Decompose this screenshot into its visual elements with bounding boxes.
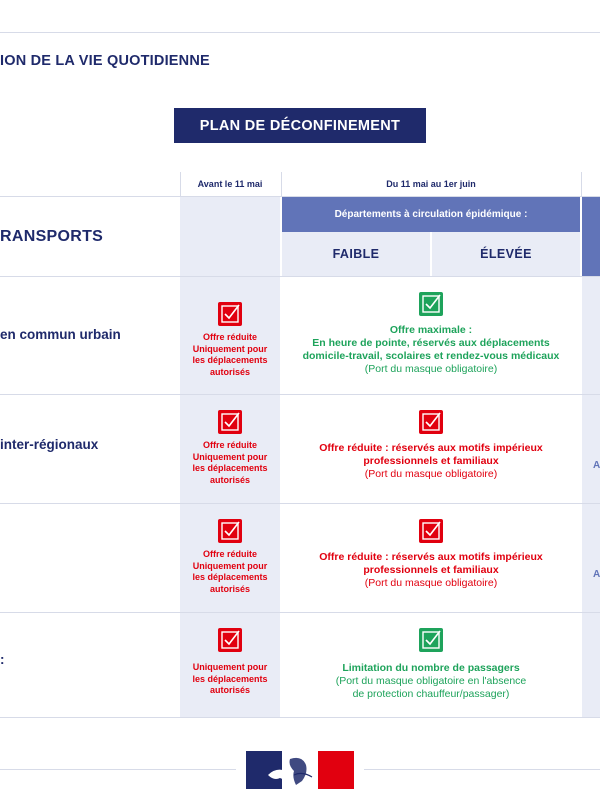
cell-text-line: les déplacements xyxy=(192,463,268,474)
red-check-icon xyxy=(218,628,242,652)
cell-note: (Port du masque obligatoire) xyxy=(364,363,498,375)
cell-main-row-2 xyxy=(282,410,580,481)
cell-text-line: autorisés xyxy=(209,685,250,696)
cell-text-line: Uniquement pour xyxy=(192,451,268,462)
right-column-background xyxy=(582,277,600,717)
cell-text-line: professionnels et familiaux xyxy=(363,455,499,467)
right-column-text: A xyxy=(593,460,600,471)
page-title: ION DE LA VIE QUOTIDIENNE xyxy=(0,53,210,69)
faible-header: FAIBLE xyxy=(282,232,430,276)
right-column-banner xyxy=(582,197,600,276)
cell-before-row-3 xyxy=(180,519,280,595)
department-banner: Départements à circulation épidémique : xyxy=(282,197,580,232)
cell-text-line: professionnels et familiaux xyxy=(363,564,499,576)
red-check-icon xyxy=(218,302,242,326)
cell-note: de protection chauffeur/passager) xyxy=(352,688,510,700)
row-label-urban-transit: en commun urbain xyxy=(0,327,121,342)
header-divider xyxy=(281,172,282,196)
cell-text-line: Offre réduite xyxy=(202,332,257,342)
footer-rule xyxy=(0,769,236,770)
footer-rule xyxy=(364,769,600,770)
section-title: RANSPORTS xyxy=(0,228,104,245)
cell-note: (Port du masque obligatoire en l'absence xyxy=(335,675,527,687)
cell-text-line: domicile-travail, scolaires et rendez-vous médicaux xyxy=(302,350,560,362)
red-check-icon xyxy=(419,519,443,543)
cell-note: (Port du masque obligatoire) xyxy=(364,577,498,589)
green-check-icon xyxy=(419,292,443,316)
cell-text-line: Uniquement pour xyxy=(192,662,268,672)
cell-before-row-2 xyxy=(180,410,280,486)
plan-badge: PLAN DE DÉCONFINEMENT xyxy=(174,108,426,143)
republique-francaise-logo xyxy=(246,751,354,789)
cell-text-line: autorisés xyxy=(209,583,250,594)
cell-text-line: Offre réduite xyxy=(202,440,257,450)
cell-before-row-1 xyxy=(180,302,280,378)
cell-text-line: Offre réduite : réservés aux motifs impérieux xyxy=(319,442,543,454)
red-check-icon xyxy=(218,410,242,434)
cell-text-line: Uniquement pour xyxy=(192,343,268,354)
cell-text-line: Offre réduite : réservés aux motifs impérieux xyxy=(319,551,543,563)
right-column-text: A xyxy=(593,569,600,580)
row-label-row-4: : xyxy=(0,652,5,667)
cell-note: (Port du masque obligatoire) xyxy=(364,468,498,480)
elevee-header: ÉLEVÉE xyxy=(432,232,580,276)
row-divider xyxy=(0,276,600,277)
red-check-icon xyxy=(419,410,443,434)
row-divider xyxy=(0,717,600,718)
row-divider xyxy=(0,394,600,395)
row-label-inter-regional: inter-régionaux xyxy=(0,437,99,452)
header-divider xyxy=(581,172,582,196)
header-divider xyxy=(180,172,181,196)
cell-text-line: les déplacements xyxy=(192,572,268,583)
row-divider xyxy=(0,612,600,613)
green-check-icon xyxy=(419,628,443,652)
cell-text-line: autorisés xyxy=(209,366,250,377)
cell-main-row-1 xyxy=(282,292,580,376)
cell-text-line: Uniquement pour xyxy=(192,560,268,571)
top-divider xyxy=(0,32,600,33)
cell-main-row-3 xyxy=(282,519,580,590)
cell-text-line: autorisés xyxy=(209,474,250,485)
cell-before-row-4 xyxy=(180,628,280,697)
cell-text-line: Limitation du nombre de passagers xyxy=(342,662,520,674)
cell-text-line: Offre maximale : xyxy=(389,324,473,336)
cell-text-line: Offre réduite xyxy=(202,549,257,559)
cell-text-line: les déplacements xyxy=(192,355,268,366)
cell-text-line: En heure de pointe, réservés aux déplacements xyxy=(312,337,550,349)
row-divider xyxy=(0,503,600,504)
cell-main-row-4 xyxy=(282,628,580,701)
red-check-icon xyxy=(218,519,242,543)
column-header-during: Du 11 mai au 1er juin xyxy=(386,179,476,189)
column-header-before: Avant le 11 mai xyxy=(197,179,263,189)
cell-text-line: les déplacements xyxy=(192,673,268,684)
